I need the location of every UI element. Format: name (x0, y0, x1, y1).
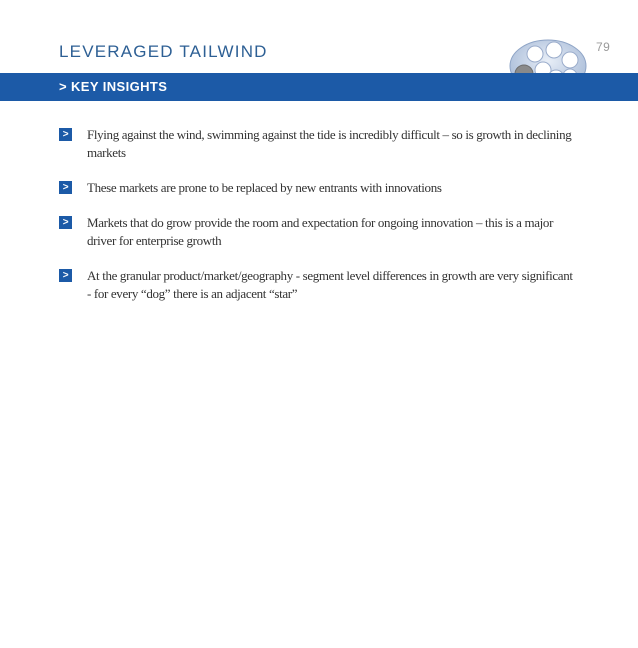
chevron-right-icon: > (59, 181, 72, 194)
page-number: 79 (596, 40, 611, 54)
banner-label: > KEY INSIGHTS (59, 79, 168, 94)
chevron-right-icon: > (59, 128, 72, 141)
list-item (59, 126, 579, 162)
chevron-right-icon: > (59, 216, 72, 229)
section-title: LEVERAGED TAILWIND (59, 42, 268, 61)
insights-list (59, 126, 579, 320)
chevron-right-icon: > (59, 269, 72, 282)
insight-text: At the granular product/market/geography - segment level differences in growth are very significant - for every “dog” there is an adjacent “star” (87, 268, 573, 301)
list-item (59, 179, 579, 197)
list-item (59, 267, 579, 303)
insight-text: Markets that do grow provide the room and expectation for ongoing innovation – this is a major driver for enterprise growth (87, 215, 554, 248)
insight-text: These markets are prone to be replaced by new entrants with innovations (87, 180, 442, 195)
insight-text: Flying against the wind, swimming against the tide is incredibly difficult – so is growth in declining markets (87, 127, 572, 160)
list-item (59, 214, 579, 250)
